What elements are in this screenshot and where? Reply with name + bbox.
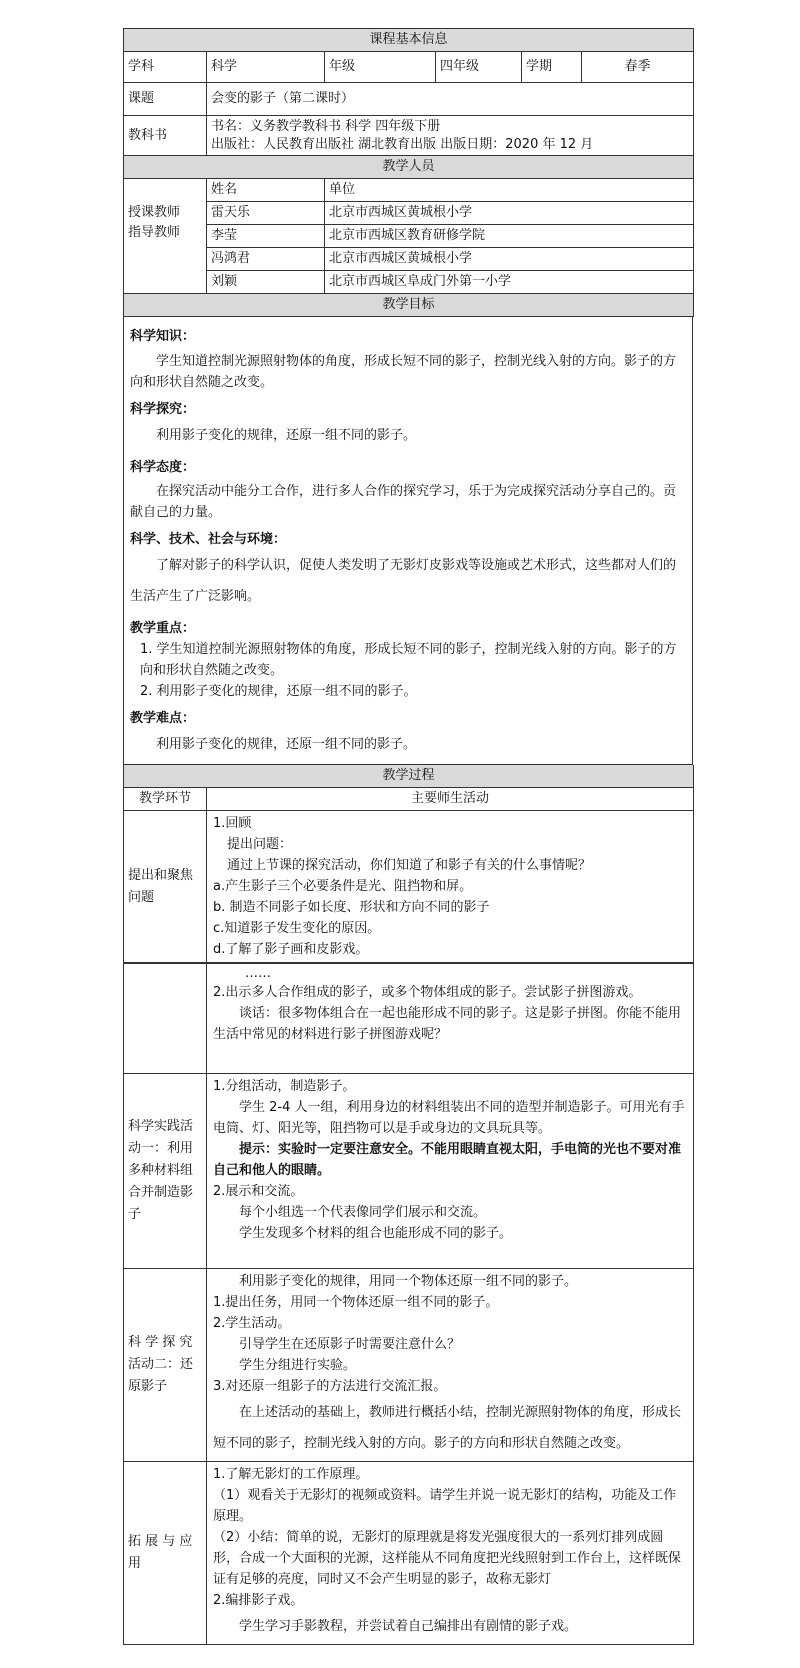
topic-label: 课题	[124, 83, 207, 116]
stage-5-line: （1）观看关于无影灯的视频或资料。请学生并说一说无影灯的结构，功能及工作原理。	[213, 1488, 677, 1524]
attitude-text: 在探究活动中能分工合作，进行多人合作的探究学习，乐于为完成探究活动分享自己的。贡献自己的力量。	[130, 484, 677, 520]
stage-1-line: 通过上节课的探究活动，你们知道了和影子有关的什么事情呢？	[227, 858, 592, 873]
stage-4-line: 3.对还原一组影子的方法进行交流汇报。	[213, 1379, 447, 1394]
col-activity: 主要师生活动	[207, 788, 694, 811]
staff-header: 教学人员	[124, 156, 694, 179]
staff-name: 李莹	[207, 225, 325, 248]
stage-1-line: a.产生影子三个必要条件是光、阻挡物和屏。	[213, 879, 473, 894]
stage-5-line: 2.编排影子戏。	[213, 1593, 304, 1608]
stage-3-line: 每个小组选一个代表像同学们展示和交流。	[239, 1205, 487, 1220]
term-value: 春季	[582, 52, 694, 83]
stage-3-line: 1.分组活动，制造影子。	[213, 1079, 356, 1094]
stage-3-line: 学生发现多个材料的组合也能形成不同的影子。	[239, 1226, 513, 1241]
goals-header: 教学目标	[124, 294, 694, 317]
term-label: 学期	[522, 52, 582, 83]
sts-title: 科学、技术、社会与环境：	[130, 532, 287, 547]
difficult-text: 利用影子变化的规律，还原一组不同的影子。	[156, 737, 417, 752]
inquiry-text: 利用影子变化的规律，还原一组不同的影子。	[156, 428, 417, 443]
stage-1-line: c.知道影子发生变化的原因。	[213, 921, 381, 936]
attitude-title: 科学态度：	[130, 460, 196, 475]
stage-1-label: 提出和聚焦问题	[124, 811, 207, 964]
process-header: 教学过程	[124, 765, 694, 788]
stage-5-line: 学生学习手影教程，并尝试着自己编排出有剧情的影子戏。	[239, 1619, 578, 1634]
lesson-plan-document	[123, 28, 693, 1645]
staff-table	[123, 156, 694, 317]
stage-4-line: 利用影子变化的规律，用同一个物体还原一组不同的影子。	[239, 1274, 578, 1289]
stage-2-line: 2.出示多人合作组成的影子，或多个物体组成的影子。尝试影子拼图游戏。	[213, 985, 642, 1000]
staff-unit: 北京市西城区教育研修学院	[325, 225, 694, 248]
stage-4-line: 1.提出任务，用同一个物体还原一组不同的影子。	[213, 1295, 499, 1310]
teaching-process-table	[123, 765, 694, 1645]
topic-value: 会变的影子（第二课时）	[207, 83, 694, 116]
basic-info-header: 课程基本信息	[124, 29, 694, 52]
stage-3-label: 科学实践活动一：利用多种材料组合并制造影子	[124, 1074, 207, 1269]
stage-4-line: 学生分组进行实验。	[239, 1358, 357, 1373]
subject-label: 学科	[124, 52, 207, 83]
textbook-label: 教科书	[124, 116, 207, 156]
stage-5-line: 1.了解无影灯的工作原理。	[213, 1467, 369, 1482]
staff-name: 雷天乐	[207, 202, 325, 225]
staff-unit: 北京市西城区阜成门外第一小学	[325, 271, 694, 294]
knowledge-title: 科学知识：	[130, 329, 196, 344]
role-teacher: 授课教师	[128, 204, 181, 220]
staff-name: 冯鸿君	[207, 248, 325, 271]
stage-1-line: 提出问题：	[227, 837, 293, 852]
key-points-title: 教学重点：	[130, 621, 196, 636]
stage-2-dots: ……	[245, 966, 271, 981]
stage-4-line: 引导学生在还原影子时需要注意什么？	[239, 1337, 461, 1352]
textbook-name: 书名：义务教学教科书 科学 四年级下册	[211, 118, 441, 134]
key-point-2: 2. 利用影子变化的规律，还原一组不同的影子。	[140, 684, 417, 699]
grade-value: 四年级	[436, 52, 522, 83]
stage-4-line: 2.学生活动。	[213, 1316, 291, 1331]
staff-name: 刘颖	[207, 271, 325, 294]
role-guide: 指导教师	[128, 224, 181, 240]
stage-1-line: b. 制造不同影子如长度、形状和方向不同的影子	[213, 900, 490, 915]
stage-1-line: d.了解了影子画和皮影戏。	[213, 942, 369, 957]
stage-5-label: 拓 展 与 应用	[124, 1462, 207, 1645]
sts-text: 了解对影子的科学认识，促使人类发明了无影灯皮影戏等设施或艺术形式，这些都对人们的生活产生了广泛影响。	[130, 558, 677, 604]
stage-4-summary: 在上述活动的基础上，教师进行概括小结，控制光源照射物体的角度，形成长短不同的影子，控制光线入射的方向。影子的方向和形状自然随之改变。	[213, 1405, 682, 1451]
staff-col-unit: 单位	[325, 179, 694, 202]
stage-3-warning: 提示：实验时一定要注意安全。不能用眼睛直视太阳，手电筒的光也不要对准自己和他人的眼睛。	[213, 1142, 682, 1178]
key-point-1: 1. 学生知道控制光源照射物体的角度，形成长短不同的影子，控制光线入射的方向。影子的方向和形状自然随之改变。	[140, 642, 677, 678]
grade-label: 年级	[325, 52, 436, 83]
col-stage: 教学环节	[124, 788, 207, 811]
difficult-title: 教学难点：	[130, 711, 196, 726]
inquiry-title: 科学探究：	[130, 402, 196, 417]
stage-4-label: 科 学 探 究活动二：还原影子	[124, 1269, 207, 1462]
stage-1-line: 1.回顾	[213, 816, 252, 831]
stage-5-line: （2）小结：简单的说，无影灯的原理就是将发光强度很大的一系列灯排列成圆形，合成一个大面积的光源，这样能从不同角度把光线照射到工作台上，这样既保证有足够的亮度，同时又不会产生明显的影子，故称无影灯	[213, 1530, 682, 1587]
basic-info-table	[123, 28, 694, 156]
staff-unit: 北京市西城区黄城根小学	[325, 202, 694, 225]
staff-unit: 北京市西城区黄城根小学	[325, 248, 694, 271]
stage-2-line: 谈话：很多物体组合在一起也能形成不同的影子。这是影子拼图。你能不能用生活中常见的材料进行影子拼图游戏呢？	[213, 1006, 682, 1042]
staff-col-name: 姓名	[207, 179, 325, 202]
stage-3-line: 2.展示和交流。	[213, 1184, 304, 1199]
textbook-publisher: 出版社：人民教育出版社 湖北教育出版 出版日期：2020 年 12 月	[211, 136, 594, 152]
teaching-goals-section	[123, 317, 693, 765]
knowledge-text: 学生知道控制光源照射物体的角度，形成长短不同的影子，控制光线入射的方向。影子的方向和形状自然随之改变。	[130, 354, 677, 390]
subject-value: 科学	[207, 52, 325, 83]
stage-3-line: 学生 2-4 人一组，利用身边的材料组装出不同的造型并制造影子。可用光有手电筒、灯、阳光等，阻挡物可以是手或身边的文具玩具等。	[213, 1100, 685, 1136]
